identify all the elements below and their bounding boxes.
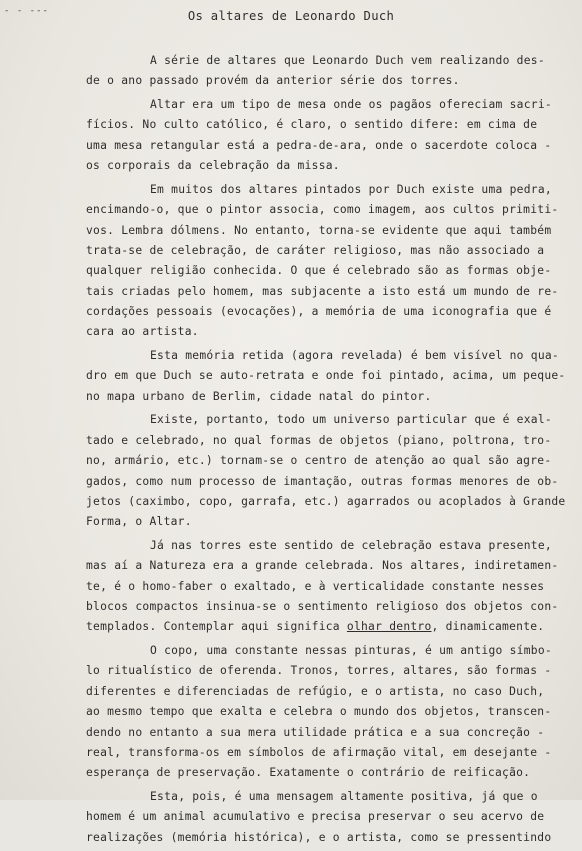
paragraph	[86, 95, 578, 177]
text-line: Já nas torres este sentido de celebração estava presente,	[150, 538, 552, 552]
text-line: no mapa urbano de Berlim, cidade natal do pintor.	[86, 389, 432, 403]
text-line: jetos (caximbo, copo, garrafa, etc.) agarrados ou acoplados à Grande	[86, 494, 566, 508]
text-line: tais criadas pelo homem, mas subjacente a isto está um mundo de re-	[86, 284, 559, 298]
text-line: dendo no entanto a sua mera utilidade prática e a sua concreção -	[86, 725, 545, 739]
text-line: O copo, uma constante nessas pinturas, é um antigo símbo-	[150, 644, 552, 658]
text-line: Existe, portanto, todo um universo particular que é exal-	[150, 413, 552, 427]
text-line: cara ao artista.	[86, 325, 199, 339]
text-line: ao mesmo tempo que exalta e celebra o mundo dos objetos, transcen-	[86, 705, 552, 719]
text-line: lo ritualístico de oferenda. Tronos, torres, altares, são formas -	[86, 664, 552, 678]
underlined-phrase: olhar dentro	[346, 620, 432, 634]
text-line: fícios. No culto católico, é claro, o sentido difere: em cima de	[86, 118, 538, 132]
text-line: templados. Contemplar aqui significa olhar dentro, dinamicamente.	[86, 620, 545, 634]
text-line: uma mesa retangular está a pedra-de-ara, onde o sacerdote coloca -	[86, 138, 552, 152]
text-line: os corporais da celebração da missa.	[86, 159, 340, 173]
text-line: vos. Lembra dólmens. No entanto, torna-se evidente que aqui também	[86, 223, 552, 237]
text-line: de o ano passado provém da anterior série dos torres.	[86, 74, 460, 88]
document-title: Os altares de Leonardo Duch	[187, 9, 395, 23]
text-line: cordações pessoais (evocações), a memória de uma iconografia que é	[86, 305, 552, 319]
text-line: tado e celebrado, no qual formas de objetos (piano, poltrona, tro-	[86, 433, 552, 447]
text-line: gados, como num processo de imantação, outras formas menores de ob-	[86, 474, 559, 488]
text-line: Em muitos dos altares pintados por Duch existe uma pedra,	[150, 182, 552, 196]
text-line: real, transforma-os em símbolos de afirmação vital, em desejante -	[86, 746, 552, 760]
text-line: blocos compactos insinua-se o sentimento religioso dos objetos con-	[86, 600, 559, 614]
text-line: mas aí a Natureza era a grande celebrada. Nos altares, indiretamen-	[86, 559, 559, 573]
paragraph	[86, 787, 578, 848]
text-line: qualquer religião conhecida. O que é celebrado são as formas obje-	[86, 264, 552, 278]
paragraph	[86, 180, 578, 343]
corner-mark: - - ---	[4, 6, 49, 16]
text-line: realizações (memória histórica), e o artista, como se pressentindo	[86, 830, 552, 844]
text-line: Forma, o Altar.	[86, 515, 192, 529]
text-line: diferentes e diferenciadas de refúgio, e o artista, no caso Duch,	[86, 684, 545, 698]
paragraph	[86, 346, 578, 407]
paragraph	[86, 536, 578, 638]
text-line: no, armário, etc.) tornam-se o centro de atenção ao qual são agre-	[86, 454, 552, 468]
text-line: Altar era um tipo de mesa onde os pagãos ofereciam sacri-	[150, 97, 552, 111]
text-line: te, é o homo-faber o exaltado, e à verticalidade constante nesses	[86, 579, 545, 593]
paragraph	[86, 410, 578, 532]
document-body	[86, 51, 578, 851]
text-line: Esta, pois, é uma mensagem altamente positiva, já que o	[150, 789, 538, 803]
text-line: trata-se de celebração, de caráter religioso, mas não associado a	[86, 243, 545, 257]
text-line: A série de altares que Leonardo Duch vem realizando des-	[150, 54, 545, 67]
paragraph	[86, 51, 578, 92]
text-line: dro em que Duch se auto-retrata e onde foi pintado, acima, um peque-	[86, 369, 566, 383]
paragraph	[86, 641, 578, 784]
text-line: Esta memória retida (agora revelada) é bem visível no qua-	[150, 349, 559, 363]
text-line: encimando-o, que o pintor associa, como imagem, aos cultos primiti-	[86, 203, 559, 217]
text-line: homem é um animal acumulativo e precisa preservar o seu acervo de	[86, 810, 545, 824]
text-line: esperança de preservação. Exatamente o contrário de reificação.	[86, 766, 531, 780]
